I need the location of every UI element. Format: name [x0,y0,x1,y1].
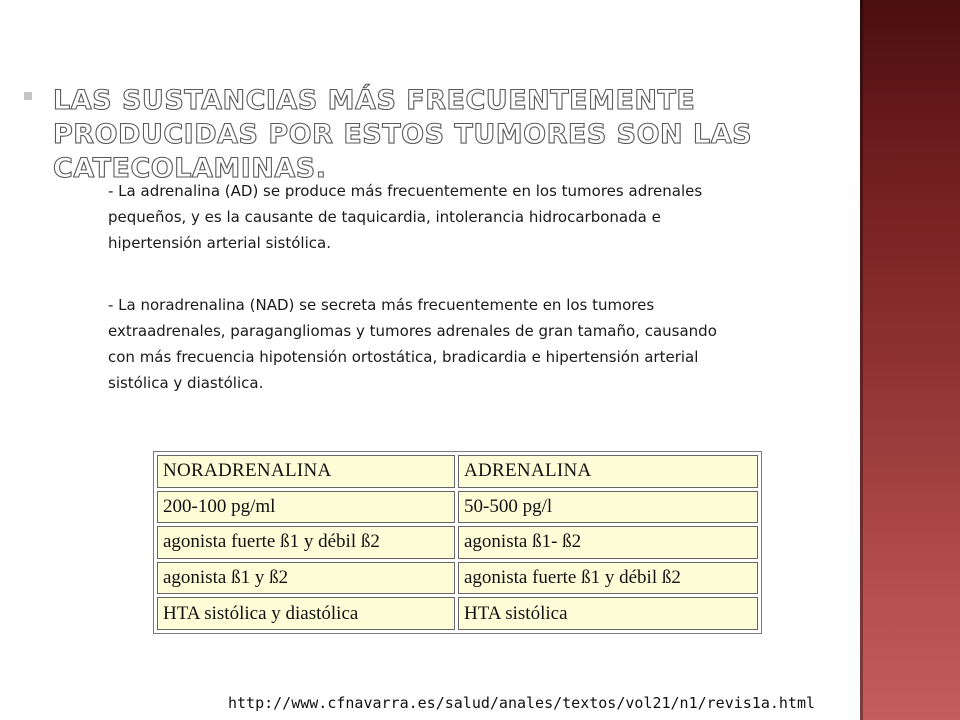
table-cell: agonista ß1- ß2 [458,526,758,559]
table-cell: 50-500 pg/l [458,491,758,524]
table-row [157,491,758,524]
table-cell: agonista fuerte ß1 y débil ß2 [157,526,455,559]
table-cell: 200-100 pg/ml [157,491,455,524]
slide-title: LAS SUSTANCIAS MÁS FRECUENTEMENTE PRODUCIDAS POR ESTOS TUMORES SON LAS CATECOLAMINAS. [53,85,753,184]
paragraph-noradrenalina: - La noradrenalina (NAD) se secreta más frecuentemente en los tumores extraadrenales, paragangliomas y tumores adrenales de gran tamaño, causando con más frecuencia hipotensión ortostática, bradicardia e hipertensión arterial sistólica y diastólica. [108,296,717,392]
table-cell: agonista ß1 y ß2 [157,562,455,595]
table-cell: agonista fuerte ß1 y débil ß2 [458,562,758,595]
table-cell: HTA sistólica [458,597,758,630]
table-header-cell: NORADRENALINA [157,455,455,488]
table-row [157,597,758,630]
paragraph-adrenalina: - La adrenalina (AD) se produce más frecuentemente en los tumores adrenales pequeños, y es la causante de taquicardia, intolerancia hidrocarbonada e hipertensión arterial sistólica. [108,182,703,252]
accent-bar [860,0,960,720]
table-row [157,562,758,595]
table-header-cell: ADRENALINA [458,455,758,488]
table-row [157,526,758,559]
title-bullet [24,92,32,100]
table-header-row [157,455,758,488]
table-cell: HTA sistólica y diastólica [157,597,455,630]
comparison-table [153,451,762,634]
source-link[interactable]: http://www.cfnavarra.es/salud/anales/textos/vol21/n1/revis1a.html [228,694,815,712]
